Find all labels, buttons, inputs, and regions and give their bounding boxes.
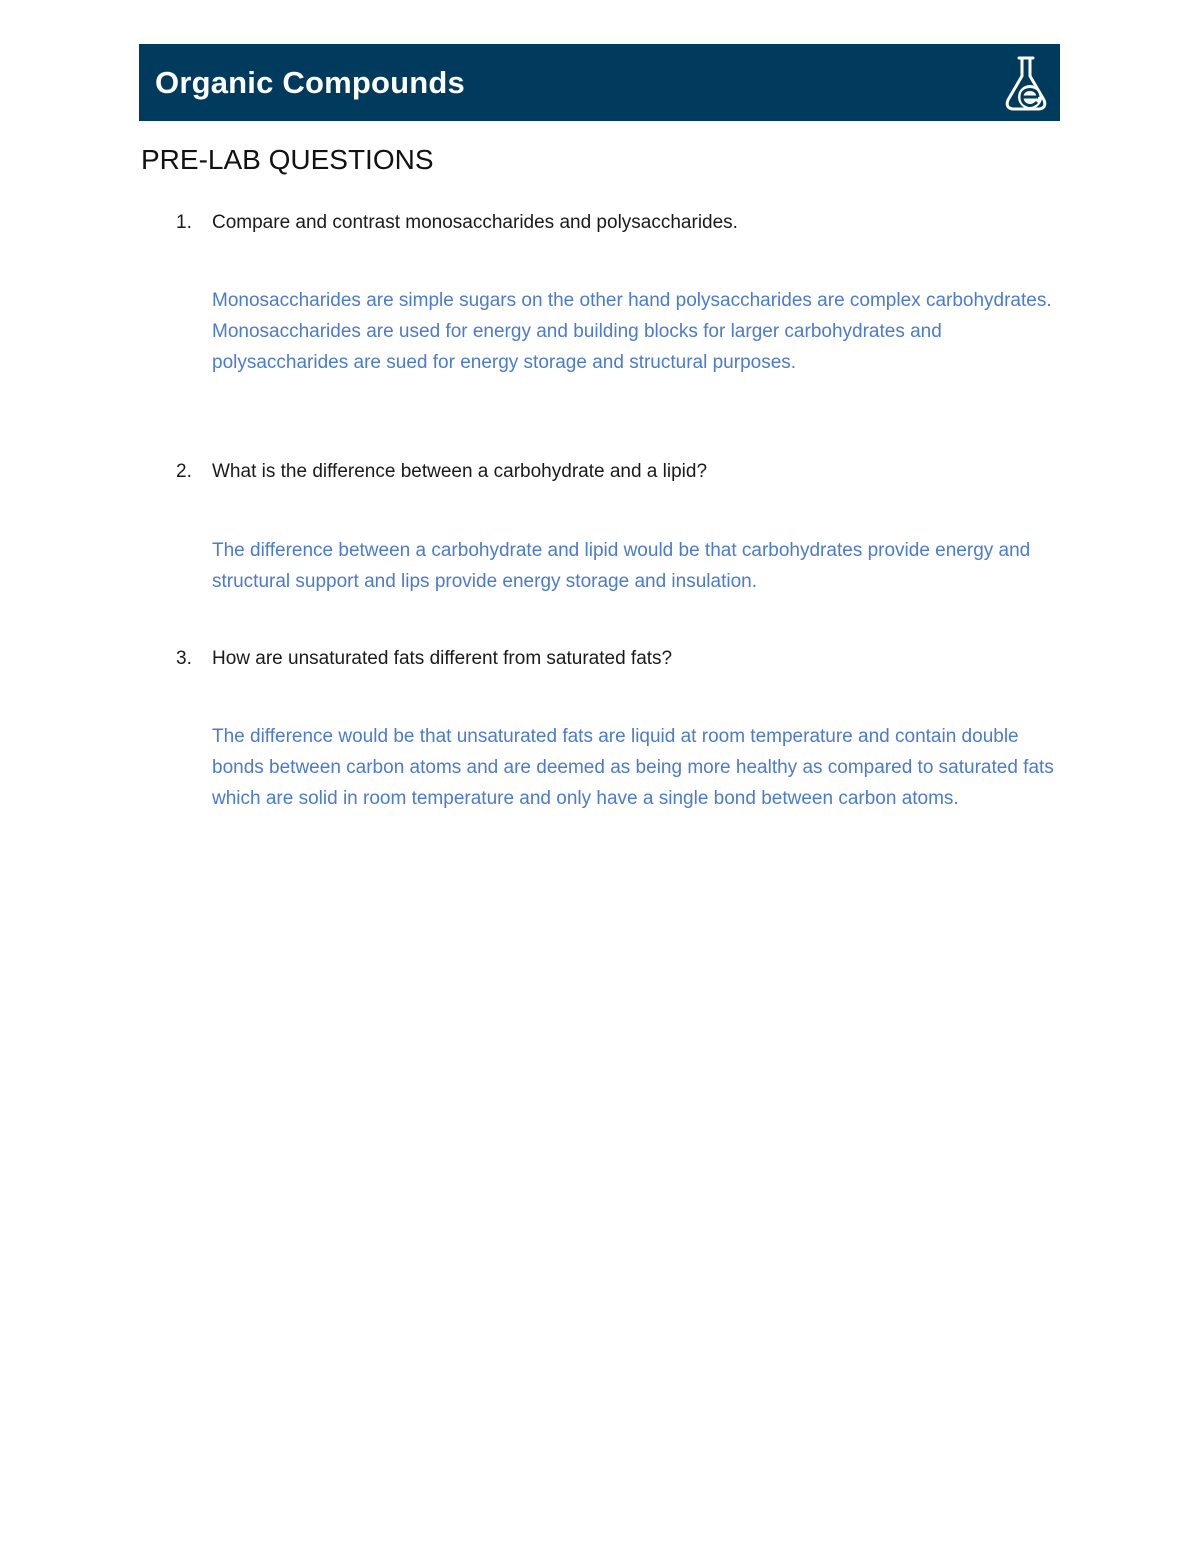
header-bar xyxy=(139,44,1060,121)
flask-e-icon xyxy=(1000,52,1052,114)
question-text: What is the difference between a carbohydrate and a lipid? xyxy=(212,461,708,482)
question-number: 3. xyxy=(176,648,192,669)
question-number: 1. xyxy=(176,212,192,233)
answer-text: Monosaccharides are simple sugars on the other hand polysaccharides are complex carbohydrates. Monosaccharides are used for energy and building blocks for larger carbohydrates and polysaccharides are sued for energy storage and structural purposes. xyxy=(212,290,1052,373)
section-heading: PRE-LAB QUESTIONS xyxy=(141,144,434,175)
question-text: How are unsaturated fats different from saturated fats? xyxy=(212,648,673,669)
question-text: Compare and contrast monosaccharides and polysaccharides. xyxy=(212,212,738,233)
answer-text: The difference between a carbohydrate and lipid would be that carbohydrates provide energy and structural support and lips provide energy storage and insulation. xyxy=(212,540,1031,592)
answer-text: The difference would be that unsaturated fats are liquid at room temperature and contain double bonds between carbon atoms and are deemed as being more healthy as compared to saturated fats which are solid in room temperature and only have a single bond between carbon atoms. xyxy=(212,726,1054,809)
question-number: 2. xyxy=(176,461,192,482)
page-title: Organic Compounds xyxy=(155,65,465,100)
